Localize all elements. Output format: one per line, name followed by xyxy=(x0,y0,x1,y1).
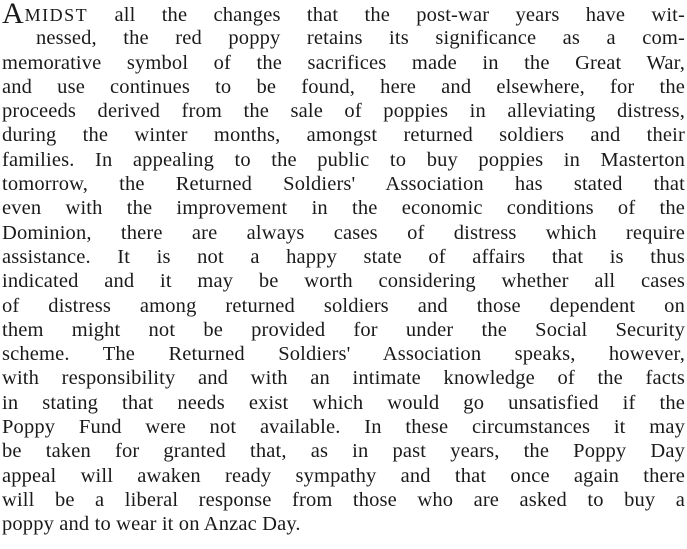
article-line-3: memorative symbol of the sacrifices made in the Great War, xyxy=(2,51,685,74)
article-line-19: be taken for granted that, as in past years, the Poppy Day xyxy=(2,440,685,463)
article-line-14: them might not be provided for under the Social Security xyxy=(2,318,685,341)
article-line-7: families. In appealing to the public to buy poppies in Masterton xyxy=(2,148,685,171)
drop-cap: A xyxy=(2,0,24,30)
article-line-2: nessed, the red poppy retains its significance as a com- xyxy=(36,27,685,50)
article-line-10: Dominion, there are always cases of distress which require xyxy=(2,221,685,244)
newspaper-article xyxy=(2,2,685,537)
article-line-16: with responsibility and with an intimate knowledge of the facts xyxy=(2,367,685,390)
article-line-8: tomorrow, the Returned Soldiers' Association has stated that xyxy=(2,173,685,196)
article-line-15: scheme. The Returned Soldiers' Association speaks, however, xyxy=(2,343,685,366)
article-line-5: proceeds derived from the sale of poppies in alleviating distress, xyxy=(2,100,685,123)
article-line-20: appeal will awaken ready sympathy and that once again there xyxy=(2,464,685,487)
article-line-1-text: all the changes that the post-war years have wit- xyxy=(88,4,685,26)
article-line-17: in stating that needs exist which would go unsatisfied if the xyxy=(2,391,685,414)
article-line-9: even with the improvement in the economic conditions of the xyxy=(2,197,685,220)
article-line-12: indicated and it may be worth considering whether all cases xyxy=(2,270,685,293)
article-line-6: during the winter months, amongst returned soldiers and their xyxy=(2,124,685,147)
article-line-21: will be a liberal response from those who are asked to buy a xyxy=(2,488,685,511)
article-line-13: of distress among returned soldiers and those dependent on xyxy=(2,294,685,317)
article-line-22: poppy and to wear it on Anzac Day. xyxy=(2,513,301,536)
article-line-4: and use continues to be found, here and elsewhere, for the xyxy=(2,75,685,98)
opening-word-smallcaps: MIDST xyxy=(24,5,89,25)
article-line-1 xyxy=(2,0,685,30)
article-line-11: assistance. It is not a happy state of affairs that is thus xyxy=(2,245,685,268)
article-line-18: Poppy Fund were not available. In these circumstances it may xyxy=(2,416,685,439)
